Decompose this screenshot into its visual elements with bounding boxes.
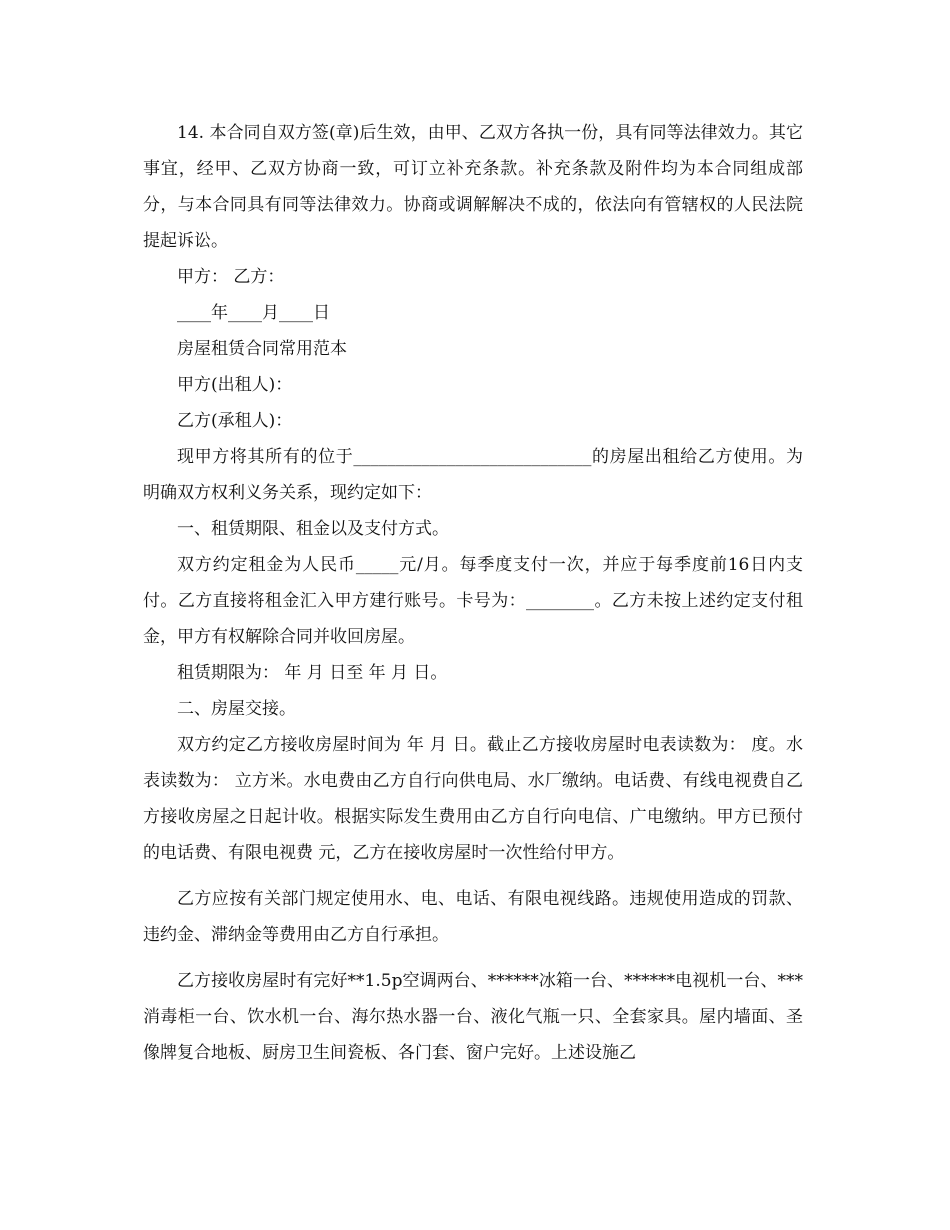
paragraph-handover-terms: 双方约定乙方接收房屋时间为 年 月 日。截止乙方接收房屋时电表读数为： 度。水表读数为： 立方米。水电费由乙方自行向供电局、水厂缴纳。电话费、有线电视费自乙方接收房屋之日起计收。根据实际发生费用由乙方自行向电信、广电缴纳。甲方已预付的电话费、有限电视费 元，乙方在接收房屋时一次性给付甲方。	[143, 735, 803, 863]
paragraph-intro: 现甲方将其所有的位于____________________________的房屋出租给乙方使用。为明确双方权利义务关系，现约定如下：	[143, 447, 803, 503]
paragraph-section-2-heading: 二、房屋交接。	[177, 699, 296, 719]
paragraph-signature-parties: 甲方： 乙方：	[177, 267, 285, 287]
paragraph-utility-rules: 乙方应按有关部门规定使用水、电、电话、有限电视线路。违规使用造成的罚款、违约金、滞纳金等费用由乙方自行承担。	[143, 889, 803, 945]
paragraph-facilities: 乙方接收房屋时有完好**1.5p空调两台、******冰箱一台、******电视机一台、***消毒柜一台、饮水机一台、海尔热水器一台、液化气瓶一只、全套家具。屋内墙面、圣像牌复合地板、厨房卫生间瓷板、各门套、窗户完好。上述设施乙	[143, 971, 803, 1063]
paragraph-lessor: 甲方(出租人)：	[177, 375, 293, 395]
paragraph-clause-14: 14. 本合同自双方签(章)后生效，由甲、乙双方各执一份，具有同等法律效力。其它事宜，经甲、乙双方协商一致，可订立补充条款。补充条款及附件均为本合同组成部分，与本合同具有同等法律效力。协商或调解解决不成的，依法向有管辖权的人民法院提起诉讼。	[143, 123, 803, 251]
paragraph-rent-terms: 双方约定租金为人民币_____元/月。每季度支付一次，并应于每季度前16日内支付。乙方直接将租金汇入甲方建行账号。卡号为：________。乙方未按上述约定支付租金，甲方有权解除合同并收回房屋。	[143, 555, 803, 647]
paragraph-date-line: ____年____月____日	[177, 303, 330, 323]
paragraph-contract-title: 房屋租赁合同常用范本	[177, 339, 347, 359]
document-body	[143, 115, 803, 1071]
paragraph-section-1-heading: 一、租赁期限、租金以及支付方式。	[177, 519, 449, 539]
paragraph-lessee: 乙方(承租人)：	[177, 411, 293, 431]
paragraph-lease-period: 租赁期限为： 年 月 日至 年 月 日。	[177, 663, 448, 683]
